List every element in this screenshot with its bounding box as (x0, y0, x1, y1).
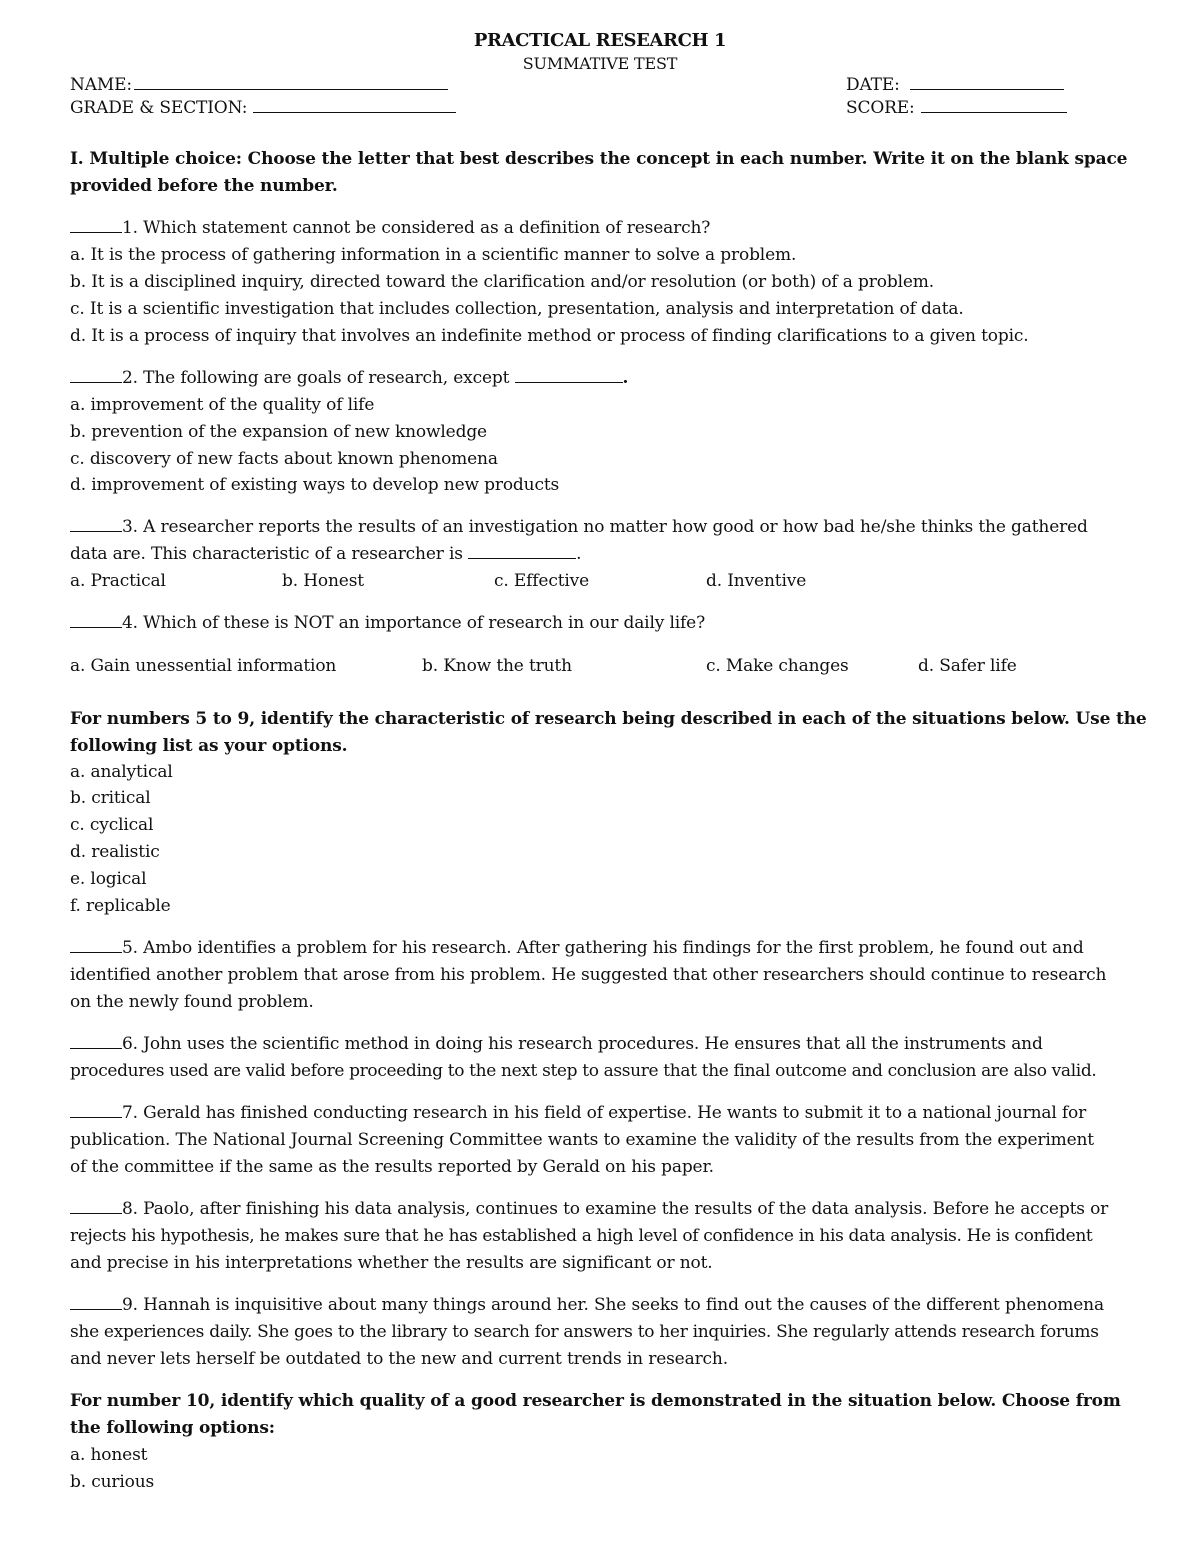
option-critical: b. critical (70, 788, 151, 808)
date-blank[interactable] (910, 73, 1064, 90)
option-logical: e. logical (70, 869, 147, 889)
question-3-stem-line1: 3. A researcher reports the results of an investigation no matter how good or how bad he/she thinks the gathered (122, 517, 1088, 537)
question-8-line2: rejects his hypothesis, he makes sure that he has established a high level of confidence in his data analysis. He is confident (70, 1226, 1093, 1246)
question-7-line1: 7. Gerald has finished conducting research in his field of expertise. He wants to submit it to a national journal for (122, 1103, 1087, 1123)
answer-blank-5[interactable] (70, 936, 122, 953)
option-curious: b. curious (70, 1472, 155, 1492)
q1-option-d: d. It is a process of inquiry that involves an indefinite method or process of finding clarifications to a given topic. (70, 326, 1029, 346)
question-8 (70, 1196, 1108, 1223)
question-9-line1: 9. Hannah is inquisitive about many things around her. She seeks to find out the causes of the different phenomena (122, 1295, 1104, 1315)
question-5-line1: 5. Ambo identifies a problem for his research. After gathering his findings for the first problem, he found out and (122, 938, 1084, 958)
question-8-line3: and precise in his interpretations whether the results are significant or not. (70, 1253, 713, 1273)
date-label: DATE: (846, 75, 900, 95)
page-subtitle: SUMMATIVE TEST (522, 54, 678, 73)
grade-section-blank[interactable] (253, 96, 456, 113)
question-2 (70, 365, 628, 392)
q3-option-a: a. Practical (70, 571, 166, 591)
page-title: PRACTICAL RESEARCH 1 (473, 30, 727, 51)
q2-stem-end: . (622, 368, 629, 388)
option-analytical: a. analytical (70, 762, 173, 782)
answer-blank-6[interactable] (70, 1032, 122, 1049)
question-7 (70, 1100, 1086, 1127)
q3-fill-blank[interactable] (468, 542, 576, 559)
q2-fill-blank[interactable] (515, 366, 623, 383)
question-3 (70, 514, 1088, 541)
q4-option-c: c. Make changes (706, 656, 849, 676)
part3-instruction-line2: the following options: (70, 1418, 275, 1438)
part1-instruction-line1: I. Multiple choice: Choose the letter that best describes the concept in each number. Write it on the blank space (70, 149, 1128, 169)
part2-instruction-line1: For numbers 5 to 9, identify the characteristic of research being described in each of the situations below. Use the (70, 709, 1147, 729)
answer-blank-1[interactable] (70, 216, 122, 233)
question-1-stem: 1. Which statement cannot be considered as a definition of research? (122, 218, 711, 238)
answer-blank-2[interactable] (70, 366, 122, 383)
question-4 (70, 610, 705, 637)
question-5-line2: identified another problem that arose from his problem. He suggested that other researchers should continue to research (70, 965, 1107, 985)
score-blank[interactable] (921, 96, 1067, 113)
q4-option-d: d. Safer life (918, 656, 1017, 676)
q2-option-c: c. discovery of new facts about known phenomena (70, 449, 498, 469)
q4-option-a: a. Gain unessential information (70, 656, 337, 676)
question-2-stem: 2. The following are goals of research, except (122, 368, 510, 388)
answer-blank-8[interactable] (70, 1197, 122, 1214)
name-blank[interactable] (134, 73, 448, 90)
part1-instruction-line2: provided before the number. (70, 176, 338, 196)
option-honest: a. honest (70, 1445, 148, 1465)
question-6 (70, 1031, 1043, 1058)
answer-blank-9[interactable] (70, 1293, 122, 1310)
grade-section-label: GRADE & SECTION: (70, 98, 248, 118)
q2-option-b: b. prevention of the expansion of new knowledge (70, 422, 487, 442)
answer-blank-7[interactable] (70, 1101, 122, 1118)
question-8-line1: 8. Paolo, after finishing his data analysis, continues to examine the results of the data analysis. Before he accepts or (122, 1199, 1109, 1219)
question-4-stem: 4. Which of these is NOT an importance of research in our daily life? (122, 613, 706, 633)
q1-option-c: c. It is a scientific investigation that includes collection, presentation, analysis and interpretation of data. (70, 299, 964, 319)
option-cyclical: c. cyclical (70, 815, 154, 835)
question-1 (70, 215, 710, 242)
q3-option-c: c. Effective (494, 571, 590, 591)
question-3-stem-line2: data are. This characteristic of a researcher is (70, 544, 463, 564)
option-realistic: d. realistic (70, 842, 160, 862)
name-label: NAME: (70, 75, 132, 95)
question-7-line2: publication. The National Journal Screening Committee wants to examine the validity of the results from the experiment (70, 1130, 1094, 1150)
question-6-line1: 6. John uses the scientific method in doing his research procedures. He ensures that all the instruments and (122, 1034, 1043, 1054)
score-field[interactable] (846, 95, 1067, 122)
q2-option-a: a. improvement of the quality of life (70, 395, 375, 415)
answer-blank-4[interactable] (70, 611, 122, 628)
question-5-line3: on the newly found problem. (70, 992, 314, 1012)
q1-option-b: b. It is a disciplined inquiry, directed toward the clarification and/or resolution (or both) of a problem. (70, 272, 934, 292)
q1-option-a: a. It is the process of gathering information in a scientific manner to solve a problem. (70, 245, 797, 265)
option-replicable: f. replicable (70, 896, 171, 916)
question-3-line2 (70, 541, 581, 568)
question-9 (70, 1292, 1104, 1319)
part2-instruction-line2: following list as your options. (70, 736, 348, 756)
q2-option-d: d. improvement of existing ways to develop new products (70, 475, 560, 495)
answer-blank-3[interactable] (70, 515, 122, 532)
question-9-line3: and never lets herself be outdated to the new and current trends in research. (70, 1349, 728, 1369)
q3-option-b: b. Honest (282, 571, 364, 591)
question-5 (70, 935, 1084, 962)
question-9-line2: she experiences daily. She goes to the library to search for answers to her inquiries. She regularly attends research forums (70, 1322, 1099, 1342)
q3-option-d: d. Inventive (706, 571, 807, 591)
question-7-line3: of the committee if the same as the results reported by Gerald on his paper. (70, 1157, 714, 1177)
score-label: SCORE: (846, 98, 915, 118)
grade-section-field[interactable] (70, 95, 456, 122)
q3-stem-end: . (576, 544, 582, 564)
part3-instruction-line1: For number 10, identify which quality of a good researcher is demonstrated in the situation below. Choose from (70, 1391, 1121, 1411)
question-6-line2: procedures used are valid before proceeding to the next step to assure that the final outcome and conclusion are also valid. (70, 1061, 1097, 1081)
q4-option-b: b. Know the truth (422, 656, 572, 676)
